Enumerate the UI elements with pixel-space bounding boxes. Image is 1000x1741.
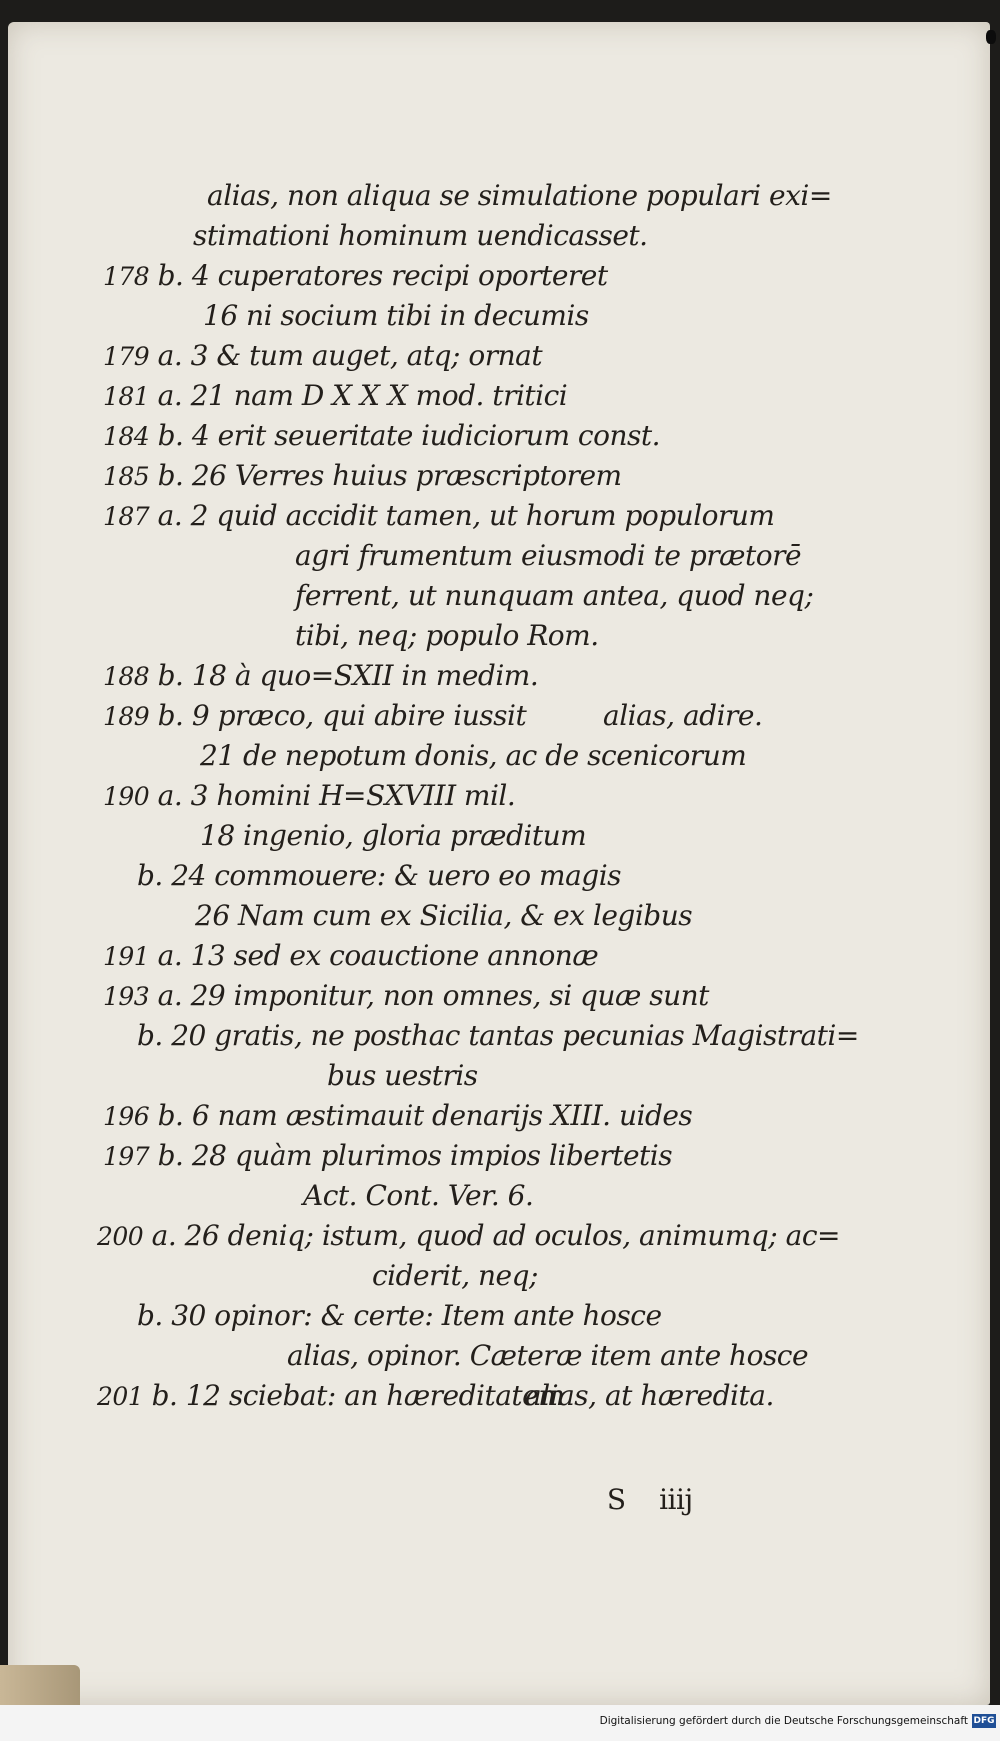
variant-reading: alias, at hæredita.	[525, 1379, 774, 1412]
line-text: a. 3 homini H=SXVIII mil.	[157, 779, 516, 812]
text-line	[103, 656, 538, 697]
page-reference: 191	[103, 942, 150, 971]
text-line	[327, 1056, 478, 1096]
line-text: a. 3 & tum auget, atq; ornat	[157, 339, 543, 372]
text-line	[200, 736, 746, 776]
line-text: 21 de nepotum donis, ac de scenicorum	[200, 739, 747, 772]
text-line	[97, 1216, 840, 1257]
margin-note	[525, 1376, 774, 1416]
text-line	[103, 936, 598, 977]
line-text: b. 12 sciebat: an hæreditatem	[151, 1379, 565, 1412]
page-reference: 185	[103, 462, 150, 491]
page-corner-wear	[0, 1665, 80, 1705]
digitization-footer	[0, 1705, 1000, 1741]
signature-mark	[590, 1440, 693, 1520]
binding-mark	[986, 30, 996, 44]
line-text: ferrent, ut nunquam antea, quod neq;	[295, 579, 814, 612]
line-text: bus uestris	[327, 1059, 478, 1092]
text-line	[137, 856, 621, 896]
line-text: b. 20 gratis, ne posthac tantas pecunias Magistrati=	[137, 1019, 859, 1052]
line-text: b. 4 cuperatores recipi oporteret	[157, 259, 608, 292]
line-text: a. 2 quid accidit tamen, ut horum populorum	[157, 499, 775, 532]
line-text: 26 Nam cum ex Sicilia, & ex legibus	[195, 899, 693, 932]
text-line	[103, 1096, 692, 1137]
line-text: b. 30 opinor: & certe: Item ante hosce	[137, 1299, 662, 1332]
text-line	[195, 896, 692, 936]
text-line	[103, 976, 709, 1017]
line-text: ciderit, neq;	[372, 1259, 538, 1292]
page-reference: 197	[103, 1142, 150, 1171]
line-text: b. 18 à quo=SXII in medim.	[157, 659, 539, 692]
line-text: 18 ingenio, gloria præditum	[200, 819, 587, 852]
line-text: stimationi hominum uendicasset.	[193, 219, 648, 252]
variant-reading: alias, adire.	[603, 699, 763, 732]
text-line	[295, 536, 801, 576]
text-line	[103, 416, 660, 457]
page-reference: 188	[103, 662, 150, 691]
text-line	[103, 696, 526, 737]
line-text: tibi, neq; populo Rom.	[295, 619, 599, 652]
page-reference: 184	[103, 422, 150, 451]
page-reference: 181	[103, 382, 150, 411]
line-text: Act. Cont. Ver. 6.	[303, 1179, 534, 1212]
text-line	[193, 216, 648, 256]
text-line	[103, 376, 567, 417]
page-reference: 200	[97, 1222, 144, 1251]
line-text: b. 4 erit seueritate iudiciorum const.	[157, 419, 661, 452]
dfg-logo-icon: DFG	[973, 1716, 995, 1726]
page-reference: 187	[103, 502, 150, 531]
line-text: b. 6 nam æstimauit denarijs XIII. uides	[157, 1099, 693, 1132]
text-line	[103, 1136, 672, 1177]
text-line	[203, 296, 589, 336]
text-line	[137, 1016, 859, 1056]
line-text: 16 ni socium tibi in decumis	[203, 299, 589, 332]
line-text: b. 26 Verres huius præscriptorem	[157, 459, 622, 492]
footer-credit: Digitalisierung gefördert durch die Deutsche Forschungsgemeinschaft	[599, 1715, 968, 1727]
text-line	[200, 816, 586, 856]
text-line	[295, 616, 599, 656]
text-line	[287, 1336, 808, 1376]
line-text: b. 24 commouere: & uero eo magis	[137, 859, 622, 892]
text-line	[207, 176, 832, 216]
page-reference: 179	[103, 342, 150, 371]
text-line	[295, 576, 813, 616]
text-line	[103, 496, 774, 537]
page-reference: 189	[103, 702, 150, 731]
page-reference: 190	[103, 782, 150, 811]
text-line	[103, 336, 542, 377]
text-line	[103, 456, 622, 497]
page-reference: 196	[103, 1102, 150, 1131]
signature-text: S iiij	[606, 1483, 693, 1516]
line-text: agri frumentum eiusmodi te prætorē	[295, 539, 802, 572]
text-line	[103, 776, 515, 817]
section-heading	[303, 1176, 533, 1216]
text-line	[372, 1256, 538, 1296]
page-reference: 201	[97, 1382, 144, 1411]
text-line	[137, 1296, 662, 1336]
text-line	[103, 256, 608, 297]
page-reference: 193	[103, 982, 150, 1011]
line-text: a. 13 sed ex coauctione annonæ	[157, 939, 599, 972]
line-text: a. 29 imponitur, non omnes, si quæ sunt	[157, 979, 709, 1012]
text-line	[97, 1376, 564, 1417]
line-text: b. 9 præco, qui abire iussit	[157, 699, 527, 732]
line-text: a. 21 nam D X X X mod. tritici	[157, 379, 568, 412]
line-text: a. 26 deniq; istum, quod ad oculos, animumq; ac=	[151, 1219, 840, 1252]
line-text: alias, opinor. Cæteræ item ante hosce	[287, 1339, 809, 1372]
page-reference: 178	[103, 262, 150, 291]
line-text: alias, non aliqua se simulatione populari exi=	[207, 179, 832, 212]
line-text: b. 28 quàm plurimos impios libertetis	[157, 1139, 673, 1172]
margin-note	[603, 696, 762, 736]
